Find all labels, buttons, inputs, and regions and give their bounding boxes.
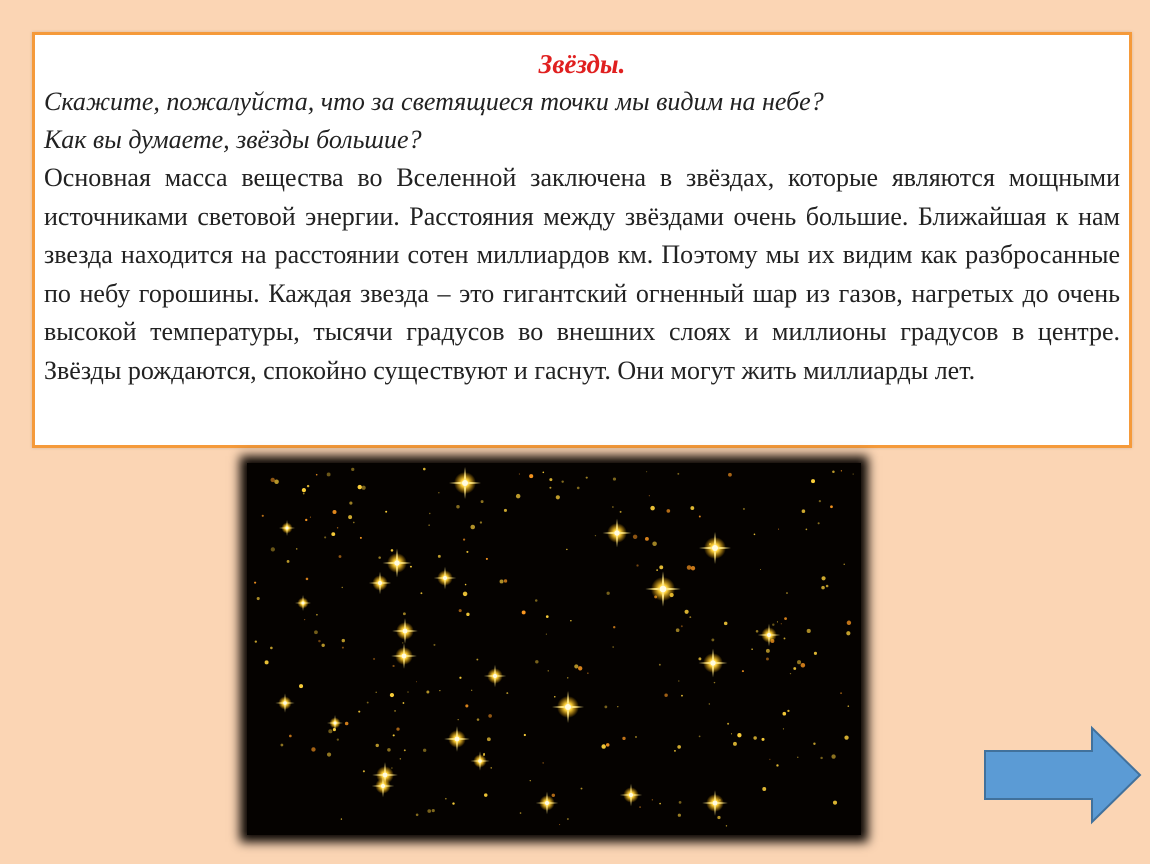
star-dot xyxy=(559,824,560,825)
star-dot xyxy=(587,672,588,673)
star-dot xyxy=(378,556,381,559)
star-dot xyxy=(751,648,752,649)
star-dot xyxy=(646,471,647,472)
star-dot xyxy=(439,690,440,691)
star-dot xyxy=(427,809,431,813)
star-dot xyxy=(681,625,683,627)
star-dot xyxy=(307,485,309,487)
star-sparkle xyxy=(484,665,506,687)
star-dot xyxy=(504,579,507,582)
star-dot xyxy=(711,639,714,642)
star-dot xyxy=(281,744,284,747)
star-dot xyxy=(772,624,774,626)
star-dot xyxy=(484,793,487,796)
star-dot xyxy=(606,743,610,747)
star-dot xyxy=(391,767,393,769)
star-dot xyxy=(831,754,835,758)
star-dot xyxy=(685,610,689,614)
star-dot xyxy=(324,536,326,538)
star-dot xyxy=(270,647,273,650)
star-dot xyxy=(733,742,737,746)
star-dot xyxy=(470,525,475,530)
star-dot xyxy=(302,488,306,492)
star-dot xyxy=(766,658,769,661)
star-dot xyxy=(652,542,657,547)
star-dot xyxy=(754,534,756,536)
star-dot xyxy=(699,515,701,517)
star-dot xyxy=(410,566,412,568)
star-sparkle xyxy=(449,467,481,499)
star-dot xyxy=(840,692,842,694)
star-dot xyxy=(522,610,526,614)
star-dot xyxy=(519,473,520,474)
star-sparkle xyxy=(275,693,294,712)
star-dot xyxy=(612,646,613,647)
star-dot xyxy=(761,738,764,741)
star-dot xyxy=(797,660,801,664)
star-dot xyxy=(586,477,588,479)
star-dot xyxy=(271,478,275,482)
star-dot xyxy=(667,509,671,513)
star-dot xyxy=(814,652,817,655)
star-dot xyxy=(613,626,615,628)
star-dot xyxy=(820,757,822,759)
star-dot xyxy=(830,505,833,508)
star-dot xyxy=(465,704,468,707)
star-dot xyxy=(400,758,401,759)
star-dot xyxy=(790,673,791,674)
star-dot xyxy=(375,692,376,693)
star-dot xyxy=(776,764,778,766)
star-dot xyxy=(428,524,430,526)
star-dot xyxy=(345,722,349,726)
star-dot xyxy=(524,734,526,736)
star-dot xyxy=(617,706,618,707)
question-1: Скажите, пожалуйста, что за светящиеся точки мы видим на небе? xyxy=(44,87,824,116)
star-dot xyxy=(303,493,305,495)
star-sparkle xyxy=(327,715,343,731)
star-dot xyxy=(391,549,394,552)
star-dot xyxy=(452,802,454,804)
star-dot xyxy=(337,527,338,528)
star-dot xyxy=(271,547,275,551)
star-dot xyxy=(423,749,426,752)
star-dot xyxy=(766,649,770,653)
star-dot xyxy=(601,744,605,748)
star-dot xyxy=(481,500,484,503)
star-dot xyxy=(438,492,439,493)
star-dot xyxy=(659,803,661,805)
star-dot xyxy=(635,736,637,738)
star-sparkle xyxy=(702,790,728,816)
star-dot xyxy=(318,640,320,642)
star-dot xyxy=(385,511,387,513)
star-dot xyxy=(659,664,661,666)
star-sparkle xyxy=(699,649,728,678)
star-dot xyxy=(784,638,786,640)
star-dot xyxy=(543,472,545,474)
star-dot xyxy=(698,657,701,660)
star-dot xyxy=(548,670,549,671)
star-dot xyxy=(480,521,482,523)
star-dot xyxy=(782,712,786,716)
star-dot xyxy=(760,569,761,570)
star-dot xyxy=(570,620,571,621)
star-dot xyxy=(793,667,796,670)
star-sparkle xyxy=(391,643,417,669)
star-dot xyxy=(787,710,789,712)
star-dot xyxy=(679,801,682,804)
star-dot xyxy=(304,619,305,620)
star-dot xyxy=(328,729,332,733)
star-dot xyxy=(656,569,658,571)
star-dot xyxy=(687,565,692,570)
star-dot xyxy=(342,647,344,649)
star-dot xyxy=(806,529,808,531)
star-dot xyxy=(289,735,292,738)
star-dot xyxy=(709,703,710,704)
star-dot xyxy=(604,706,607,709)
star-dot xyxy=(402,642,403,643)
star-dot xyxy=(337,739,339,741)
star-dot xyxy=(403,702,405,704)
star-dot xyxy=(633,535,637,539)
star-dot xyxy=(490,767,492,769)
star-dot xyxy=(341,818,342,819)
star-dot xyxy=(254,582,256,584)
star-sparkle xyxy=(758,624,780,646)
star-sparkle xyxy=(444,726,470,752)
star-dot xyxy=(504,509,507,512)
star-dot xyxy=(500,579,504,583)
star-dot xyxy=(255,640,257,642)
star-dot xyxy=(396,727,399,730)
star-dot xyxy=(327,752,331,756)
star-dot xyxy=(649,495,650,496)
star-dot xyxy=(645,537,649,541)
star-sparkle xyxy=(603,519,632,548)
star-dot xyxy=(677,473,679,475)
star-dot xyxy=(783,728,784,729)
star-dot xyxy=(458,719,459,720)
star-dot xyxy=(691,566,695,570)
star-dot xyxy=(542,762,544,764)
star-sparkle xyxy=(620,784,642,806)
star-dot xyxy=(781,623,782,624)
star-dot xyxy=(459,609,462,612)
star-dot xyxy=(471,690,472,691)
star-dot xyxy=(349,502,352,505)
star-dot xyxy=(681,695,683,697)
star-field xyxy=(247,463,861,835)
star-dot xyxy=(659,565,663,569)
star-dot xyxy=(674,750,676,752)
star-dot xyxy=(432,809,435,812)
star-dot xyxy=(549,478,552,481)
star-dot xyxy=(762,787,766,791)
night-sky-image xyxy=(247,463,861,835)
star-dot xyxy=(821,576,825,580)
star-dot xyxy=(650,506,654,510)
star-dot xyxy=(314,630,318,634)
star-dot xyxy=(358,711,360,713)
star-dot xyxy=(784,617,787,620)
text-box xyxy=(32,32,1132,448)
star-dot xyxy=(311,747,315,751)
star-dot xyxy=(566,549,567,550)
star-dot xyxy=(274,479,279,484)
star-dot xyxy=(818,522,820,524)
star-dot xyxy=(552,794,555,797)
star-dot xyxy=(639,806,640,807)
star-dot xyxy=(342,639,345,642)
star-dot xyxy=(407,691,409,693)
star-dot xyxy=(561,480,563,482)
star-dot xyxy=(742,670,744,672)
star-dot xyxy=(677,745,681,749)
star-dot xyxy=(363,770,365,772)
star-dot xyxy=(310,517,311,518)
star-dot xyxy=(305,519,307,521)
star-dot xyxy=(556,495,560,499)
star-dot xyxy=(466,551,468,553)
star-dot xyxy=(832,471,835,474)
star-dot xyxy=(844,564,845,565)
star-dot xyxy=(376,744,379,747)
star-dot xyxy=(581,788,583,790)
star-dot xyxy=(728,473,732,477)
star-dot xyxy=(287,560,290,563)
star-dot xyxy=(487,737,491,741)
star-dot xyxy=(664,693,667,696)
star-dot xyxy=(316,474,318,476)
star-dot xyxy=(433,644,435,646)
star-dot xyxy=(613,477,616,480)
star-dot xyxy=(333,728,336,731)
star-dot xyxy=(549,487,551,489)
star-dot xyxy=(636,564,638,566)
star-dot xyxy=(404,749,406,751)
star-dot xyxy=(847,621,851,625)
star-dot xyxy=(296,548,298,550)
star-dot xyxy=(466,613,469,616)
star-dot xyxy=(546,615,549,618)
star-dot xyxy=(848,705,850,707)
star-dot xyxy=(853,474,854,475)
star-dot xyxy=(463,538,465,540)
star-dot xyxy=(348,515,352,519)
star-dot xyxy=(342,587,343,588)
question-2: Как вы думаете, звёзды большие? xyxy=(44,125,422,154)
star-dot xyxy=(262,515,264,517)
star-dot xyxy=(833,801,837,805)
star-dot xyxy=(554,696,556,698)
star-sparkle xyxy=(295,595,311,611)
star-dot xyxy=(769,759,770,760)
star-dot xyxy=(327,473,331,477)
star-sparkle xyxy=(392,618,418,644)
star-dot xyxy=(841,470,842,471)
star-dot xyxy=(567,818,569,820)
star-dot xyxy=(801,663,806,668)
star-dot xyxy=(535,660,538,663)
star-dot xyxy=(786,592,788,594)
star-dot xyxy=(607,592,610,595)
star-dot xyxy=(306,578,309,581)
star-dot xyxy=(612,506,613,507)
star-dot xyxy=(321,644,324,647)
star-dot xyxy=(316,614,318,616)
star-dot xyxy=(392,665,394,667)
star-dot xyxy=(821,586,825,590)
star-dot xyxy=(416,814,419,817)
star-dot xyxy=(844,735,848,739)
star-dot xyxy=(595,535,596,536)
star-dot xyxy=(714,682,715,683)
star-dot xyxy=(567,677,568,678)
star-dot xyxy=(358,485,362,489)
star-dot xyxy=(717,816,720,819)
star-dot xyxy=(332,510,336,514)
star-dot xyxy=(403,612,406,615)
star-dot xyxy=(778,529,779,530)
star-dot xyxy=(676,628,680,632)
star-dot xyxy=(387,748,390,751)
star-dot xyxy=(456,505,459,508)
star-dot xyxy=(265,660,269,664)
star-dot xyxy=(807,629,811,633)
star-dot xyxy=(477,718,480,721)
star-dot xyxy=(652,799,653,800)
star-dot xyxy=(353,522,355,524)
star-sparkle xyxy=(699,532,731,564)
star-dot xyxy=(797,757,798,758)
star-dot xyxy=(516,494,521,499)
star-dot xyxy=(678,680,679,681)
star-dot xyxy=(819,500,821,502)
star-dot xyxy=(426,691,429,694)
star-dot xyxy=(351,468,354,471)
star-sparkle xyxy=(369,572,391,594)
star-dot xyxy=(459,677,461,679)
body-text: Основная масса вещества во Вселенной заключена в звёздах, которые являются мощными источниками световой энергии. Расстояния между звёздами очень большие. Ближайшая к нам звезда находится на расстоянии сотен миллиардов км. Поэтому мы их видим как разбросанные по небу горошины. Каждая звезда – это гигантский огненный шар из газов, нагретых до очень высокой температуры, тысячи градусов во внешних слоях и миллионы градусов в центре. Звёзды рождаются, спокойно существуют и гаснут. Они могут жить миллиарды лет. xyxy=(44,163,1120,385)
star-dot xyxy=(360,537,362,539)
star-dot xyxy=(577,487,580,490)
star-sparkle xyxy=(645,571,680,606)
star-sparkle xyxy=(470,751,489,770)
star-dot xyxy=(394,710,396,712)
star-dot xyxy=(530,780,531,781)
star-dot xyxy=(367,702,369,704)
star-dot xyxy=(678,814,681,817)
star-dot xyxy=(373,658,375,660)
star-dot xyxy=(520,812,522,814)
star-dot xyxy=(811,479,815,483)
star-dot xyxy=(690,506,694,510)
star-dot xyxy=(756,630,759,633)
star-dot xyxy=(753,736,756,739)
star-dot xyxy=(429,513,430,514)
star-sparkle xyxy=(434,567,456,589)
next-slide-button[interactable] xyxy=(982,725,1144,825)
star-dot xyxy=(726,825,727,826)
star-dot xyxy=(737,733,741,737)
star-dot xyxy=(731,733,732,734)
star-dot xyxy=(826,585,829,588)
star-dot xyxy=(689,616,691,618)
star-dot xyxy=(393,734,395,736)
star-dot xyxy=(622,737,625,740)
star-dot xyxy=(777,621,778,622)
star-dot xyxy=(423,468,426,471)
star-dot xyxy=(476,659,478,661)
star-dot xyxy=(535,599,538,602)
star-dot xyxy=(463,592,468,597)
star-dot xyxy=(506,692,508,694)
slide-title: Звёзды. xyxy=(538,49,626,79)
star-sparkle xyxy=(552,691,584,723)
star-dot xyxy=(699,736,701,738)
right-arrow-icon xyxy=(982,725,1144,825)
star-dot xyxy=(743,508,745,510)
star-dot xyxy=(529,474,533,478)
star-dot xyxy=(299,684,303,688)
star-dot xyxy=(257,597,260,600)
star-dot xyxy=(438,555,441,558)
star-dot xyxy=(445,798,447,800)
star-dot xyxy=(420,592,422,594)
star-dot xyxy=(390,693,394,697)
star-sparkle xyxy=(383,549,412,578)
star-dot xyxy=(620,511,622,513)
star-dot xyxy=(362,486,366,490)
star-dot xyxy=(546,634,547,635)
star-dot xyxy=(488,714,492,718)
star-dot xyxy=(802,509,806,513)
star-dot xyxy=(578,666,582,670)
star-dot xyxy=(724,622,728,626)
star-dot xyxy=(465,584,467,586)
star-dot xyxy=(339,555,342,558)
star-dot xyxy=(846,631,850,635)
star-dot xyxy=(416,681,417,682)
star-dot xyxy=(574,664,578,668)
star-sparkle xyxy=(279,520,295,536)
star-dot xyxy=(813,743,815,745)
star-dot xyxy=(331,532,335,536)
star-dot xyxy=(727,723,729,725)
star-dot xyxy=(486,558,488,560)
